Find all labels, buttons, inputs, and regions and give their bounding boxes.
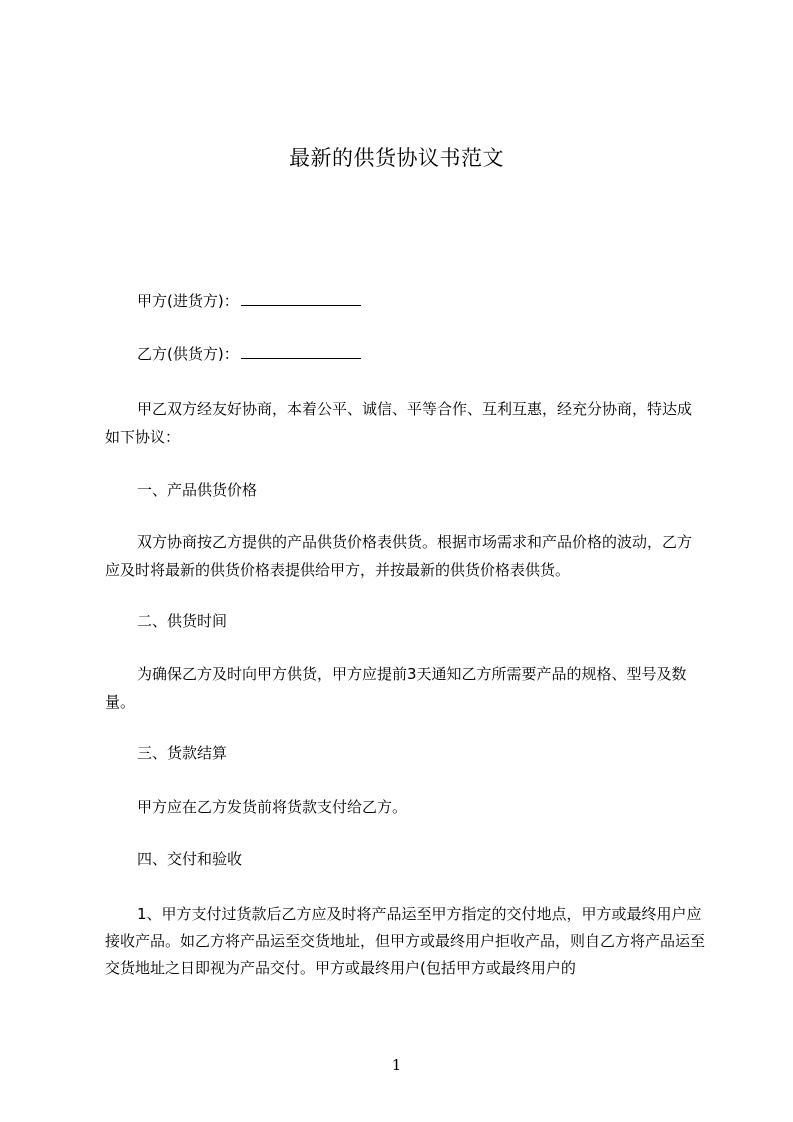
party-b-label: 乙方(供货方)： (137, 345, 239, 363)
party-b-blank (241, 344, 361, 359)
section-body-3: 甲方应在乙方发货前将货款支付给乙方。 (137, 798, 408, 816)
party-b-line (137, 343, 361, 365)
section-heading-3: 三、货款结算 (137, 744, 228, 762)
party-a-label: 甲方(进货方)： (137, 292, 239, 310)
document-title: 最新的供货协议书范文 (289, 146, 504, 170)
party-a-line (137, 290, 361, 312)
section-heading-2: 二、供货时间 (137, 612, 228, 630)
intro-paragraph: 甲乙双方经友好协商，本着公平、诚信、平等合作、互利互惠，经充分协商，特达成如下协议： (105, 400, 693, 446)
section-body-4: 1、甲方支付过货款后乙方应及时将产品运至甲方指定的交付地点，甲方或最终用户应接收产品。如乙方将产品运至交货地址，但甲方或最终用户拒收产品，则自乙方将产品运至交货地址之日即视为产品交付。甲方或最终用户(包括甲方或最终用户的 (105, 905, 706, 977)
section-heading-1: 一、产品供货价格 (137, 481, 258, 499)
section-heading-4: 四、交付和验收 (137, 850, 243, 868)
page-number: 1 (391, 1056, 402, 1074)
section-body-1: 双方协商按乙方提供的产品供货价格表供货。根据市场需求和产品价格的波动，乙方应及时将最新的供货价格表提供给甲方，并按最新的供货价格表供货。 (105, 533, 693, 579)
party-a-blank (241, 291, 361, 306)
section-body-2: 为确保乙方及时向甲方供货，甲方应提前3天通知乙方所需要产品的规格、型号及数量。 (105, 665, 687, 711)
